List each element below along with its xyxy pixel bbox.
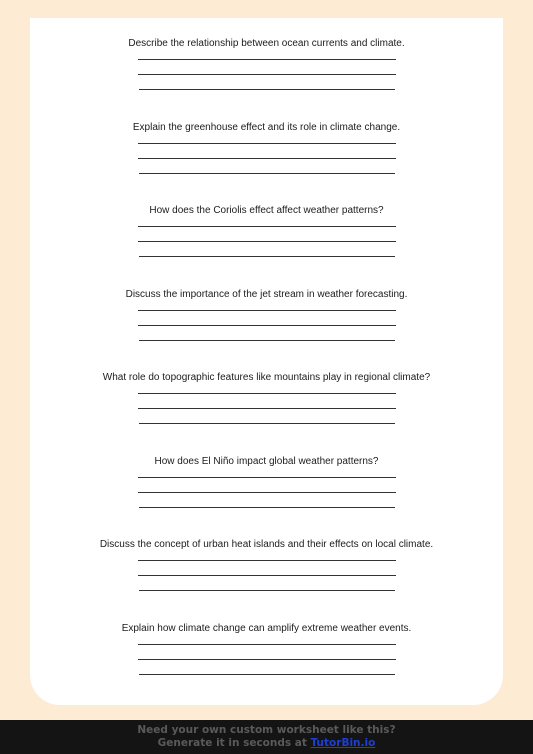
answer-line: [139, 590, 395, 591]
answer-line: [138, 644, 396, 645]
question-block: [30, 539, 503, 591]
answer-line: [138, 226, 396, 227]
answer-line: [138, 659, 396, 660]
answer-line: [139, 674, 395, 675]
answer-line: [138, 325, 396, 326]
footer-subline-text: Generate it in seconds at: [157, 737, 311, 749]
tutorbin-link[interactable]: TutorBin.io: [310, 737, 376, 749]
question-block: [30, 456, 503, 508]
question-text: Explain the greenhouse effect and its role in climate change.: [132, 122, 401, 133]
worksheet-sheet: [30, 18, 503, 705]
question-text: How does the Coriolis effect affect weather patterns?: [149, 205, 384, 216]
question-block: [30, 38, 503, 90]
question-text: Discuss the concept of urban heat islands and their effects on local climate.: [99, 539, 434, 550]
answer-line: [138, 492, 396, 493]
answer-line: [138, 575, 396, 576]
question-text: Describe the relationship between ocean currents and climate.: [128, 38, 405, 49]
question-block: [30, 289, 503, 341]
answer-line: [138, 477, 396, 478]
answer-line: [139, 173, 395, 174]
answer-line: [138, 158, 396, 159]
question-block: [30, 205, 503, 257]
question-text: Discuss the importance of the jet stream in weather forecasting.: [125, 289, 408, 300]
answer-line: [139, 340, 395, 341]
answer-line: [139, 507, 395, 508]
question-text: How does El Niño impact global weather patterns?: [154, 456, 379, 467]
answer-line: [138, 408, 396, 409]
question-block: [30, 122, 503, 174]
question-block: [30, 623, 503, 675]
question-block: [30, 372, 503, 424]
answer-line: [138, 143, 396, 144]
answer-line: [139, 256, 395, 257]
answer-line: [138, 74, 396, 75]
answer-line: [138, 393, 396, 394]
answer-line: [138, 560, 396, 561]
question-text: Explain how climate change can amplify extreme weather events.: [121, 623, 412, 634]
answer-line: [139, 89, 395, 90]
question-text: What role do topographic features like mountains play in regional climate?: [102, 372, 431, 383]
answer-line: [138, 310, 396, 311]
answer-line: [138, 241, 396, 242]
footer-headline: Need your own custom worksheet like this?: [137, 724, 396, 736]
answer-line: [139, 423, 395, 424]
answer-line: [138, 59, 396, 60]
footer-subline: [0, 737, 533, 750]
promo-footer: [0, 720, 533, 754]
